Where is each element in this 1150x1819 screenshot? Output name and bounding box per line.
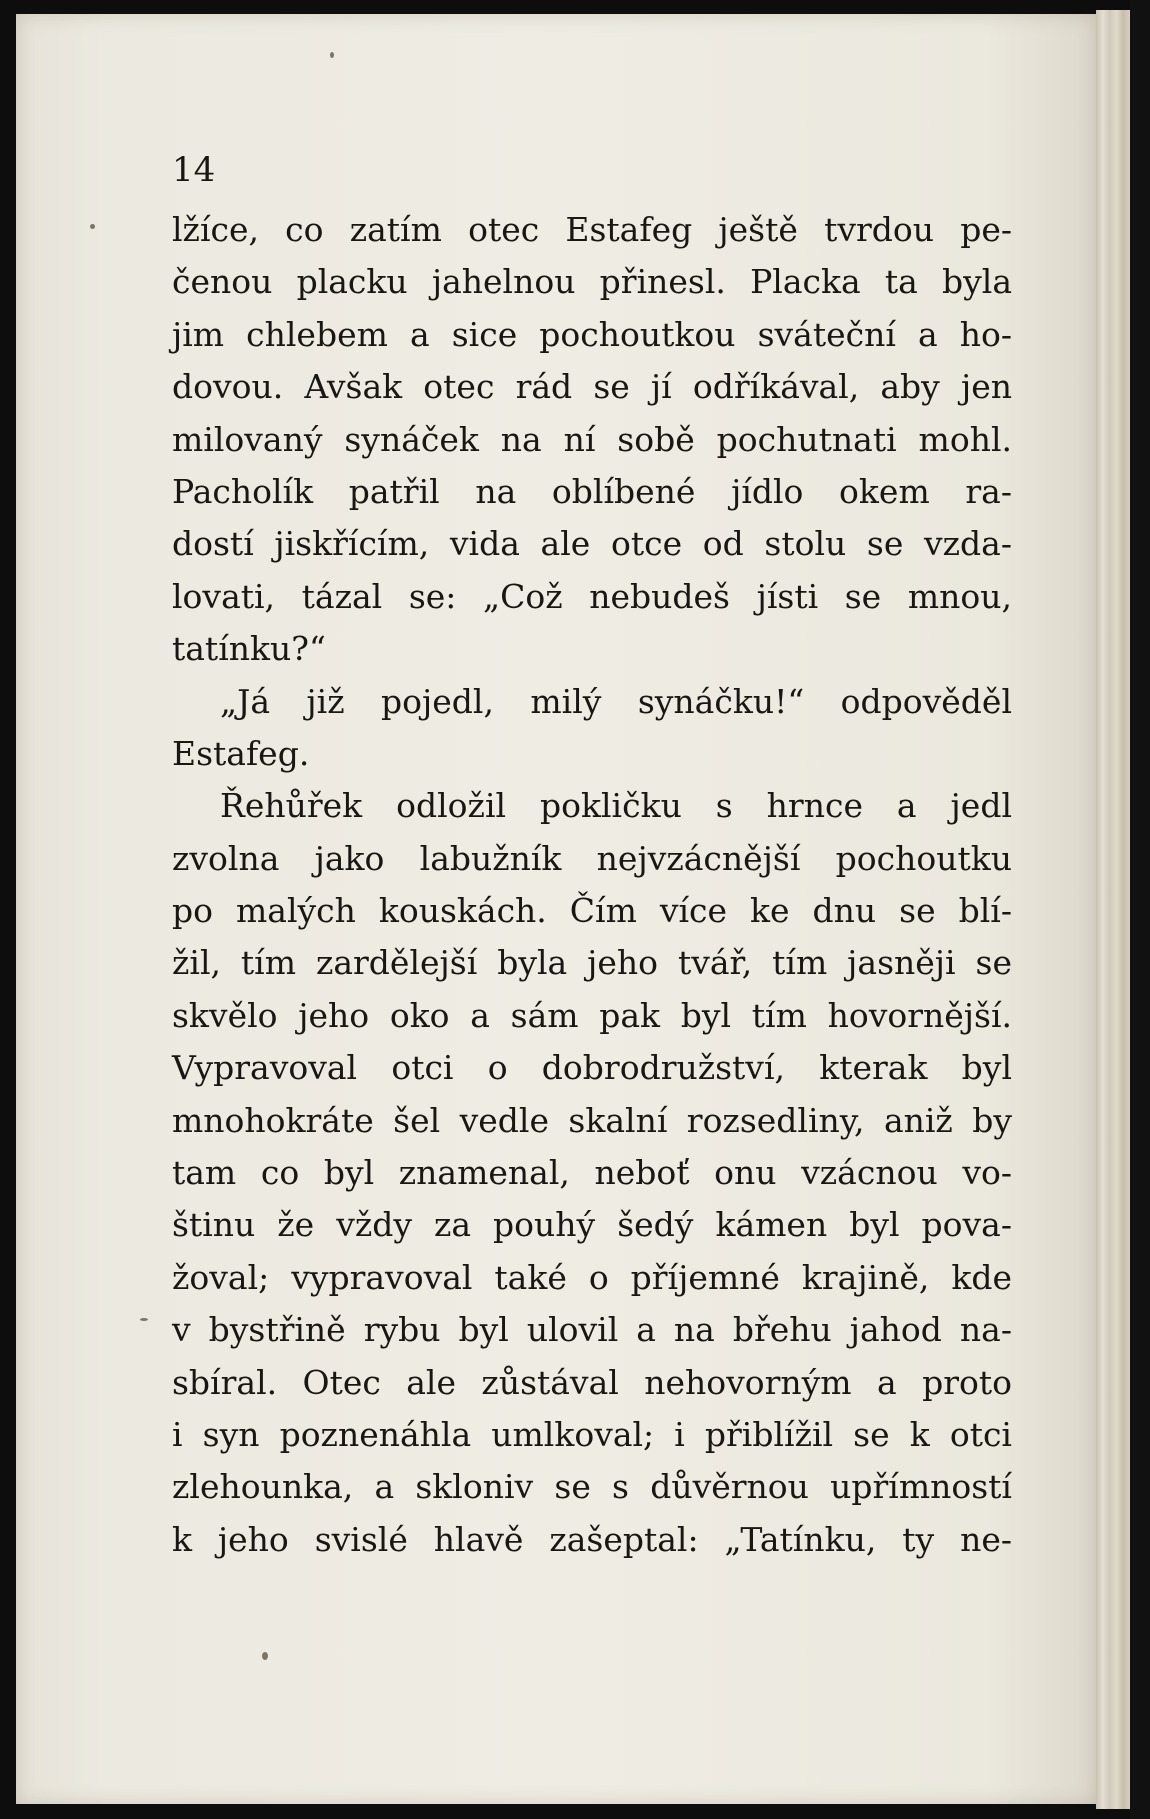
text-line: milovaný synáček na ní sobě pochutnati mohl. <box>172 419 1012 459</box>
text-line: „Já již pojedl, milý synáčku!“ odpověděl <box>220 681 1012 721</box>
text-line: mnohokráte šel vedle skalní rozsedliny, aniž by <box>172 1100 1012 1140</box>
page-number: 14 <box>172 150 216 190</box>
text-line: Pacholík patřil na oblíbené jídlo okem ra- <box>172 471 1012 511</box>
text-line: štinu že vždy za pouhý šedý kámen byl pova- <box>172 1205 1012 1245</box>
text-line: lžíce, co zatím otec Estafeg ještě tvrdou pe- <box>172 210 1012 249</box>
text-line: i syn poznenáhla umlkoval; i přiblížil se k otci <box>172 1414 1012 1454</box>
text-line: Estafeg. <box>172 733 310 773</box>
text-line: žoval; vypravoval také o příjemné krajině, kde <box>172 1257 1012 1297</box>
paper-speck <box>262 1652 268 1660</box>
text-lines <box>172 204 1012 1566</box>
text-line: sbíral. Otec ale zůstával nehovorným a proto <box>172 1362 1012 1402</box>
text-line: Vypravoval otci o dobrodružství, kterak byl <box>172 1048 1012 1088</box>
page-edge <box>1096 10 1130 1809</box>
scan-border <box>1130 0 1150 1819</box>
text-line: skvělo jeho oko a sám pak byl tím hovornější. <box>172 995 1012 1035</box>
paper-speck <box>330 52 334 58</box>
text-line: čenou placku jahelnou přinesl. Placka ta byla <box>172 262 1012 302</box>
text-line: lovati, tázal se: „Což nebudeš jísti se mnou, <box>172 576 1012 616</box>
text-line: po malých kouskách. Čím více ke dnu se blí- <box>172 891 1012 931</box>
paper-speck <box>140 1318 148 1321</box>
text-line: dovou. Avšak otec rád se jí odříkával, aby jen <box>172 367 1012 407</box>
text-line: jim chlebem a sice pochoutkou sváteční a ho- <box>172 314 1012 354</box>
text-line: Řehůřek odložil pokličku s hrnce a jedl <box>220 786 1012 826</box>
text-line: zlehounka, a skloniv se s důvěrnou upřímností <box>172 1467 1012 1507</box>
text-line: tam co byl znamenal, neboť onu vzácnou vo- <box>172 1153 1012 1193</box>
text-line: k jeho svislé hlavě zašeptal: „Tatínku, ty ne- <box>172 1519 1012 1559</box>
page-text <box>172 146 1012 1566</box>
text-line: v bystřině rybu byl ulovil a na břehu jahod na- <box>172 1310 1012 1350</box>
paper-speck <box>90 224 95 229</box>
text-line: zvolna jako labužník nejvzácnější pochoutku <box>172 838 1012 878</box>
text-line: tatínku?“ <box>172 629 326 669</box>
text-line: žil, tím zardělejší byla jeho tvář, tím jasněji se <box>172 943 1012 983</box>
text-line: dostí jiskřícím, vida ale otce od stolu se vzda- <box>172 524 1012 564</box>
